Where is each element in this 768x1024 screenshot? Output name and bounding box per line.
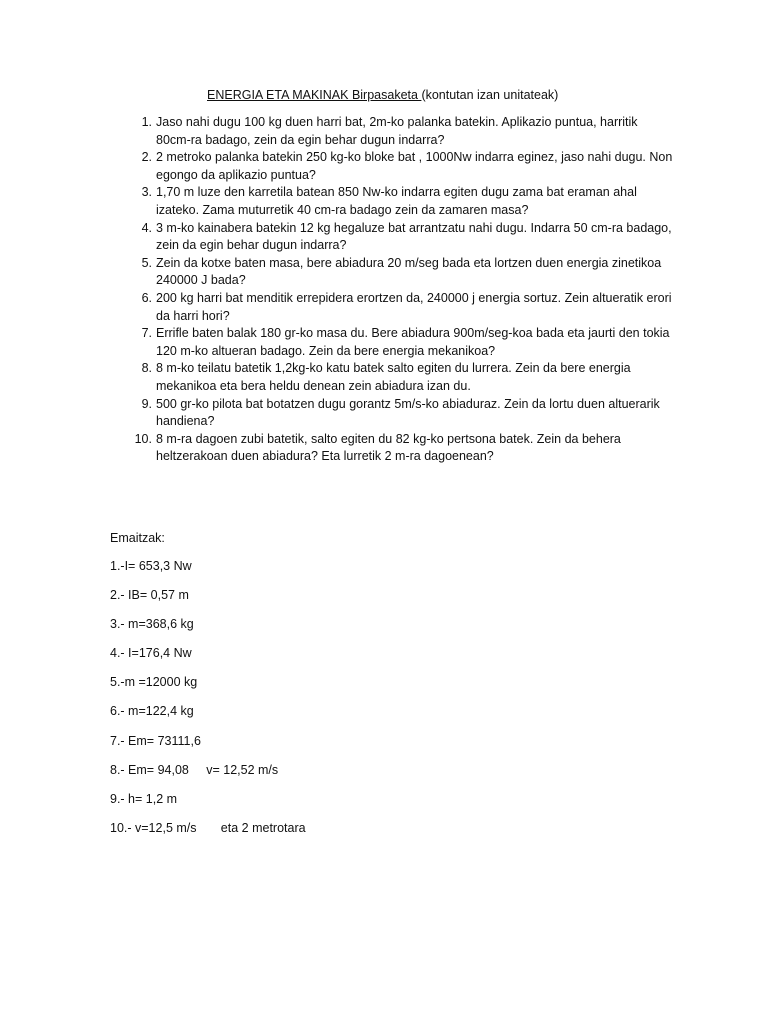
answer-item: 1.-I= 653,3 Nw [110, 559, 192, 573]
question-item [115, 325, 675, 360]
question-item [115, 184, 675, 219]
question-number: 8. [141, 361, 152, 376]
question-text: 200 kg harri bat menditik errepidera erortzen da, 240000 j energia sortuz. Zein altueratik erori da harri hori? [156, 290, 672, 323]
question-text: 8 m-ko teilatu batetik 1,2kg-ko katu batek salto egiten du lurrera. Zein da bere energia mekanikoa eta bera heldu denean zein abiadura izan du. [156, 361, 631, 393]
question-text: 3 m-ko kainabera batekin 12 kg hegaluze bat arrantzatu nahi dugu. Indarra 50 cm-ra badago, zein da egin behar dugun indarra? [156, 220, 672, 253]
answer-item: 2.- IB= 0,57 m [110, 588, 189, 603]
answer-list [110, 558, 306, 849]
question-text: 500 gr-ko pilota bat botatzen dugu gorantz 5m/s-ko abiaduraz. Zein da lortu duen altuerarik handiena? [156, 396, 660, 429]
question-number: 3. [141, 185, 152, 200]
question-item [115, 220, 675, 255]
question-item [115, 255, 675, 290]
question-item [115, 114, 675, 149]
question-number: 9. [141, 396, 152, 411]
answer-item: 10.- v=12,5 m/s eta 2 metrotara [110, 820, 306, 835]
question-text: 8 m-ra dagoen zubi batetik, salto egiten du 82 kg-ko pertsona batek. Zein da behera heltzerakoan duen abiadura? Eta lurretik 2 m-ra dagoenean? [156, 431, 621, 464]
question-text: Zein da kotxe baten masa, bere abiadura 20 m/seg bada eta lortzen duen energia zinetikoa 240000 J bada? [156, 255, 662, 288]
question-text: Jaso nahi dugu 100 kg duen harri bat, 2m-ko palanka batekin. Aplikazio puntua, harritik 80cm-ra badago, zein da egin behar dugun indarra? [156, 115, 638, 147]
question-number: 4. [141, 220, 152, 235]
title-main: ENERGIA ETA MAKINAK Birpasaketa [207, 88, 422, 102]
answer-item: 9.- h= 1,2 m [110, 791, 178, 806]
question-number: 6. [141, 290, 152, 305]
question-number: 7. [141, 326, 152, 341]
answers-heading: Emaitzak: [110, 531, 165, 545]
question-text: 2 metroko palanka batekin 250 kg-ko bloke bat , 1000Nw indarra eginez, jaso nahi dugu. Non egongo da aplikazio puntua? [156, 150, 673, 182]
title-note: (kontutan izan unitateak) [421, 88, 559, 102]
question-number: 1. [141, 115, 152, 129]
answer-item: 6.- m=122,4 kg [110, 704, 194, 719]
question-item [115, 149, 675, 184]
document-title [207, 88, 558, 102]
question-item [115, 431, 675, 466]
question-text: 1,70 m luze den karretila batean 850 Nw-ko indarra egiten dugu zama bat eraman ahal izateko. Zama muturretik 40 cm-ra badago zein da zamaren masa? [156, 185, 637, 217]
question-item [115, 396, 675, 431]
answer-item: 5.-m =12000 kg [110, 675, 198, 690]
question-number: 2. [141, 150, 152, 165]
answer-item: 7.- Em= 73111,6 [110, 733, 201, 748]
question-number: 10. [134, 431, 152, 446]
answer-item: 3.- m=368,6 kg [110, 617, 194, 632]
answer-item: 4.- I=176,4 Nw [110, 646, 192, 661]
question-item [115, 360, 675, 395]
answer-item: 8.- Em= 94,08 v= 12,52 m/s [110, 762, 279, 777]
question-list [115, 114, 675, 466]
question-item [115, 290, 675, 325]
question-number: 5. [141, 255, 152, 270]
question-text: Errifle baten balak 180 gr-ko masa du. Bere abiadura 900m/seg-koa bada eta jaurti den tokia 120 m-ko altueran badago. Zein da bere energia mekanikoa? [156, 326, 670, 358]
